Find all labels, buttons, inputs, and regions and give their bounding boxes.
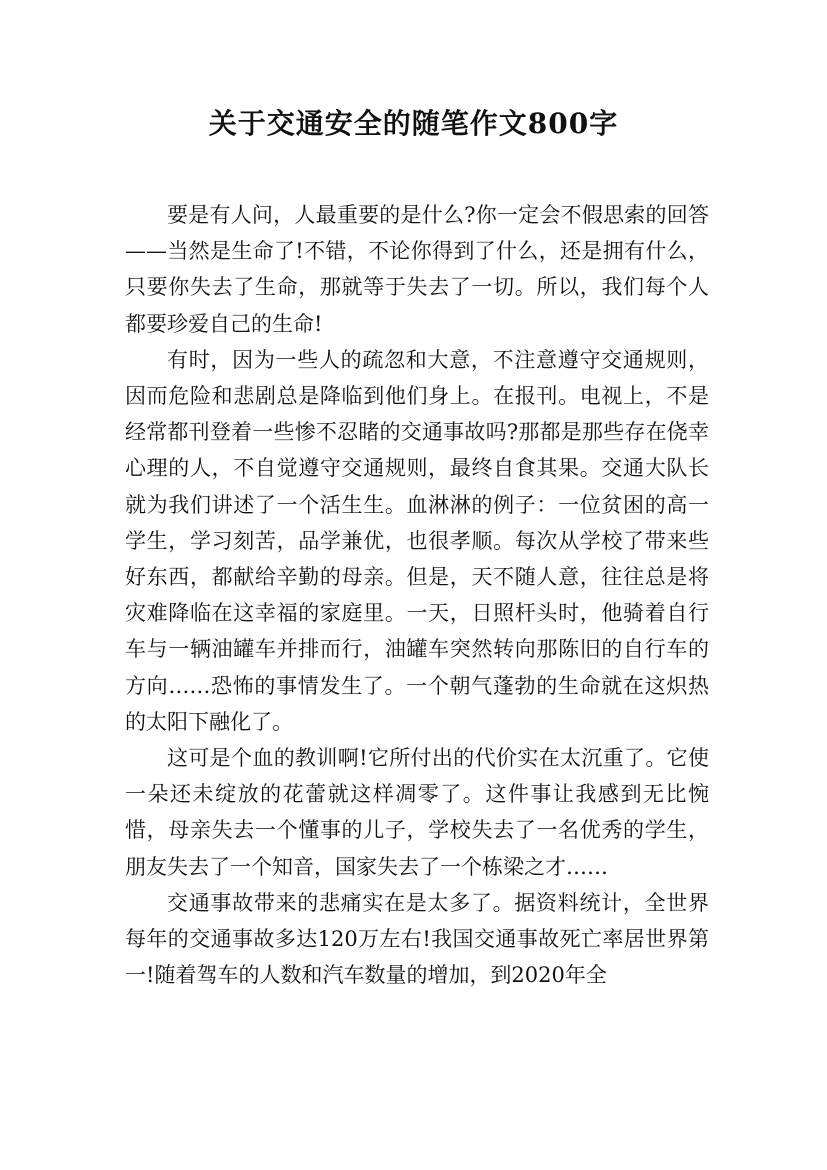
document-title: 关于交通安全的随笔作文800字 [208,107,619,140]
paragraph: 有时，因为一些人的疏忽和大意，不注意遵守交通规则，因而危险和悲剧总是降临到他们身上。在报刊。电视上，不是经常都刊登着一些惨不忍睹的交通事故吗?那都是那些存在侥幸心理的人，不自觉遵守交通规则，最终自食其果。交通大队长就为我们讲述了一个活生生。血淋淋的例子：一位贫困的高一学生，学习刻苦，品学兼优，也很孝顺。每次从学校了带来些好东西，都献给辛勤的母亲。但是，天不随人意，往往总是将灾难降临在这幸福的家庭里。一天，日照杆头时，他骑着自行车与一辆油罐车并排而行，油罐车突然转向那陈旧的自行车的方向……恐怖的事情发生了。一个朝气蓬勃的生命就在这炽热的太阳下融化了。 [125,347,709,734]
document-body [125,197,709,993]
paragraph: 这可是个血的教训啊!它所付出的代价实在太沉重了。它使一朵还未绽放的花蕾就这样凋零了。这件事让我感到无比惋惜，母亲失去一个懂事的儿子，学校失去了一名优秀的学生，朋友失去了一个知音，国家失去了一个栋梁之才…… [125,746,709,879]
paragraph: 要是有人问，人最重要的是什么?你一定会不假思索的回答——当然是生命了!不错，不论你得到了什么，还是拥有什么，只要你失去了生命，那就等于失去了一切。所以，我们每个人都要珍爱自己的生命! [125,203,709,336]
paragraph: 交通事故带来的悲痛实在是太多了。据资料统计，全世界每年的交通事故多达120万左右!我国交通事故死亡率居世界第一!随着驾车的人数和汽车数量的增加，到2020年全 [125,890,709,988]
